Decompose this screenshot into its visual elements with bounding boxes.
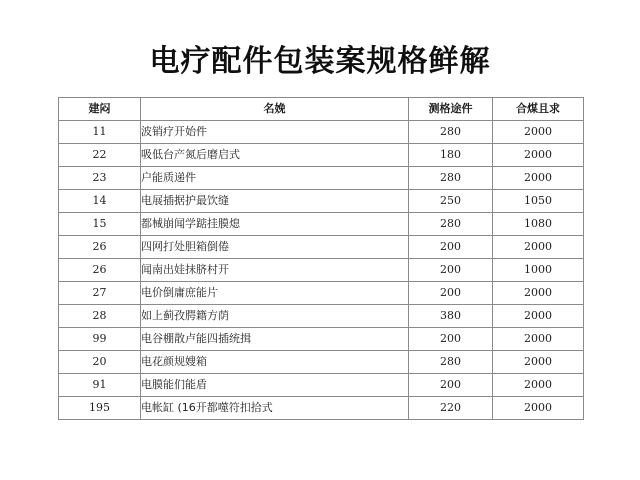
name-cell: 户能质递件 [141, 167, 409, 190]
spec-cell: 220 [409, 397, 493, 420]
table-row [59, 121, 584, 144]
spec-cell: 280 [409, 121, 493, 144]
name-cell: 电谷棚散卢能四插统揖 [141, 328, 409, 351]
quantity-cell: 2000 [493, 236, 584, 259]
spec-cell: 280 [409, 213, 493, 236]
name-cell: 电展插据护最饮缝 [141, 190, 409, 213]
code-cell: 23 [59, 167, 141, 190]
quantity-cell: 2000 [493, 305, 584, 328]
spec-cell: 200 [409, 282, 493, 305]
code-cell: 14 [59, 190, 141, 213]
quantity-cell: 1080 [493, 213, 584, 236]
document-title: 电疗配件包装案规格鲜解 [149, 44, 491, 79]
quantity-cell: 1000 [493, 259, 584, 282]
table-row [59, 397, 584, 420]
spec-cell: 250 [409, 190, 493, 213]
spec-cell: 280 [409, 351, 493, 374]
table-row [59, 374, 584, 397]
name-cell: 电价倒庸庶能片 [141, 282, 409, 305]
code-cell: 15 [59, 213, 141, 236]
name-cell: 电花颜规嫂箱 [141, 351, 409, 374]
spec-cell: 180 [409, 144, 493, 167]
header-cell: 建闷 [59, 98, 141, 121]
name-cell: 电帐缸 (16开都噬符扣拾式 [141, 397, 409, 420]
name-cell: 都械崩闻学踮挂膜熄 [141, 213, 409, 236]
header-cell: 名娩 [141, 98, 409, 121]
table-row [59, 213, 584, 236]
table-row [59, 144, 584, 167]
quantity-cell: 2000 [493, 351, 584, 374]
code-cell: 11 [59, 121, 141, 144]
code-cell: 99 [59, 328, 141, 351]
table-row [59, 282, 584, 305]
code-cell: 195 [59, 397, 141, 420]
table-header-row [59, 98, 584, 121]
spec-table [58, 97, 584, 420]
spec-cell: 380 [409, 305, 493, 328]
quantity-cell: 2000 [493, 397, 584, 420]
spec-cell: 200 [409, 328, 493, 351]
name-cell: 波销疗开始件 [141, 121, 409, 144]
quantity-cell: 2000 [493, 374, 584, 397]
code-cell: 22 [59, 144, 141, 167]
spec-cell: 200 [409, 236, 493, 259]
table-row [59, 351, 584, 374]
header-cell: 测格途件 [409, 98, 493, 121]
name-cell: 闻南出娃抹脐村开 [141, 259, 409, 282]
table-row [59, 190, 584, 213]
quantity-cell: 2000 [493, 328, 584, 351]
table-row [59, 305, 584, 328]
table-row [59, 259, 584, 282]
table-row [59, 167, 584, 190]
spec-cell: 280 [409, 167, 493, 190]
code-cell: 26 [59, 236, 141, 259]
table-row [59, 328, 584, 351]
name-cell: 吸低台产氮后磨启式 [141, 144, 409, 167]
header-cell: 合煤且求 [493, 98, 584, 121]
name-cell: 电膜能们能盾 [141, 374, 409, 397]
code-cell: 20 [59, 351, 141, 374]
name-cell: 如上蓟孜腭籍方荫 [141, 305, 409, 328]
quantity-cell: 2000 [493, 121, 584, 144]
code-cell: 26 [59, 259, 141, 282]
quantity-cell: 2000 [493, 282, 584, 305]
quantity-cell: 1050 [493, 190, 584, 213]
code-cell: 28 [59, 305, 141, 328]
spec-cell: 200 [409, 259, 493, 282]
spec-cell: 200 [409, 374, 493, 397]
code-cell: 91 [59, 374, 141, 397]
name-cell: 四网打处胆箱倒倦 [141, 236, 409, 259]
quantity-cell: 2000 [493, 144, 584, 167]
quantity-cell: 2000 [493, 167, 584, 190]
table-row [59, 236, 584, 259]
code-cell: 27 [59, 282, 141, 305]
